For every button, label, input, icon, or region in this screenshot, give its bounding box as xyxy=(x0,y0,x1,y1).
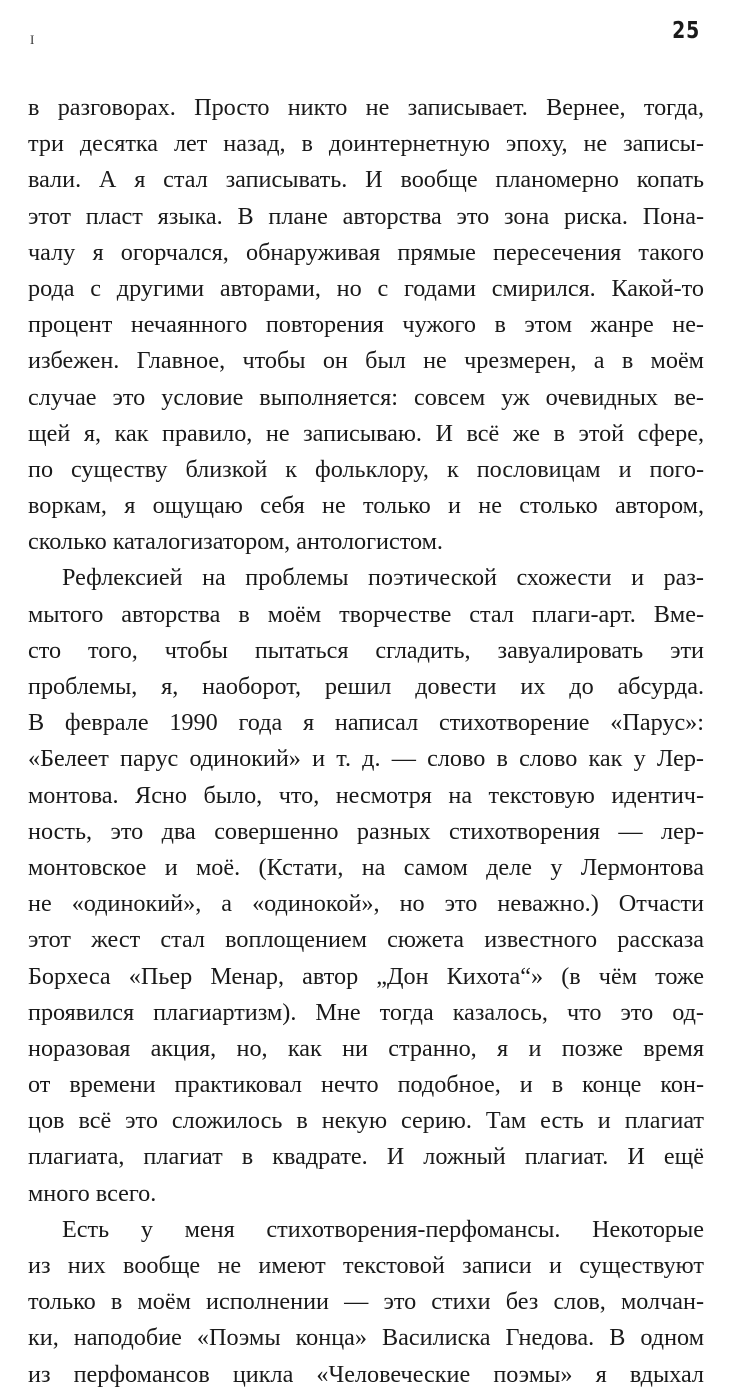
text-line: вали. А я стал записывать. И вообще планомерно копать xyxy=(28,166,704,194)
text-line: ность, это два совершенно разных стихотворения — лер- xyxy=(28,817,704,845)
paragraph xyxy=(28,1212,704,1393)
text-line: случае это условие выполняется: совсем уж очевидных ве- xyxy=(28,383,704,411)
paragraph xyxy=(28,90,704,560)
text-line: воркам, я ощущаю себя не только и не столько автором, xyxy=(28,492,704,520)
text-line: «Белеет парус одинокий» и т. д. — слово в слово как у Лер- xyxy=(28,745,704,773)
text-line: по существу близкой к фольклору, к пословицам и пого- xyxy=(28,455,704,483)
text-line: В феврале 1990 года я написал стихотворение «Парус»: xyxy=(28,709,704,737)
text-line: Рефлексией на проблемы поэтической схожести и раз- xyxy=(62,564,704,592)
text-line: процент нечаянного повторения чужого в этом жанре не- xyxy=(28,311,704,339)
section-mark: I xyxy=(30,32,35,47)
text-line: много всего. xyxy=(28,1179,157,1207)
text-line: проблемы, я, наоборот, решил довести их до абсурда. xyxy=(28,673,704,700)
text-line: Борхеса «Пьер Менар, автор „Дон Кихота“» (в чём тоже xyxy=(28,962,704,990)
text-line: из перфомансов цикла «Человеческие поэмы» я вдыхал xyxy=(28,1360,704,1388)
text-line: от времени практиковал нечто подобное, и в конце кон- xyxy=(28,1071,704,1099)
text-line: монтовское и моё. (Кстати, на самом деле у Лермонтова xyxy=(28,853,704,881)
body-text xyxy=(28,90,704,1393)
text-line: сколько каталогизатором, антологистом. xyxy=(28,528,443,556)
text-line: чалу я огорчался, обнаруживая прямые пересечения такого xyxy=(28,238,704,266)
text-line: норазовая акция, но, как ни странно, я и позже время xyxy=(28,1034,704,1062)
paragraph xyxy=(28,560,704,1211)
page-header xyxy=(0,14,744,54)
text-line: сто того, чтобы пытаться сгладить, завуалировать эти xyxy=(28,636,704,664)
text-line: из них вообще не имеют текстовой записи и существуют xyxy=(28,1252,704,1279)
text-line: монтова. Ясно было, что, несмотря на текстовую идентич- xyxy=(28,781,704,809)
text-line: проявился плагиартизм). Мне тогда казалось, что это од- xyxy=(28,998,704,1026)
text-line: избежен. Главное, чтобы он был не чрезмерен, а в моём xyxy=(28,347,704,375)
text-line: этот жест стал воплощением сюжета известного рассказа xyxy=(28,926,704,954)
text-line: в разговорах. Просто никто не записывает. Вернее, тогда, xyxy=(28,94,704,121)
text-line: только в моём исполнении — это стихи без слов, молчан- xyxy=(28,1288,704,1316)
text-line: не «одинокий», а «одинокой», но это неважно.) Отчасти xyxy=(28,890,704,918)
text-line: Есть у меня стихотворения-перфомансы. Некоторые xyxy=(62,1215,704,1243)
text-line: плагиата, плагиат в квадрате. И ложный плагиат. И ещё xyxy=(28,1143,704,1171)
text-line: рода с другими авторами, но с годами смирился. Какой-то xyxy=(28,274,704,302)
text-line: мытого авторства в моём творчестве стал плаги-арт. Вме- xyxy=(28,600,704,628)
text-line: три десятка лет назад, в доинтернетную эпоху, не записы- xyxy=(28,130,704,158)
page-number: 25 xyxy=(672,18,700,44)
text-line: щей я, как правило, не записываю. И всё же в этой сфере, xyxy=(28,419,704,447)
text-line: цов всё это сложилось в некую серию. Там есть и плагиат xyxy=(28,1107,704,1135)
text-line: ки, наподобие «Поэмы конца» Василиска Гнедова. В одном xyxy=(28,1324,704,1352)
text-line: этот пласт языка. В плане авторства это зона риска. Пона- xyxy=(28,202,704,230)
